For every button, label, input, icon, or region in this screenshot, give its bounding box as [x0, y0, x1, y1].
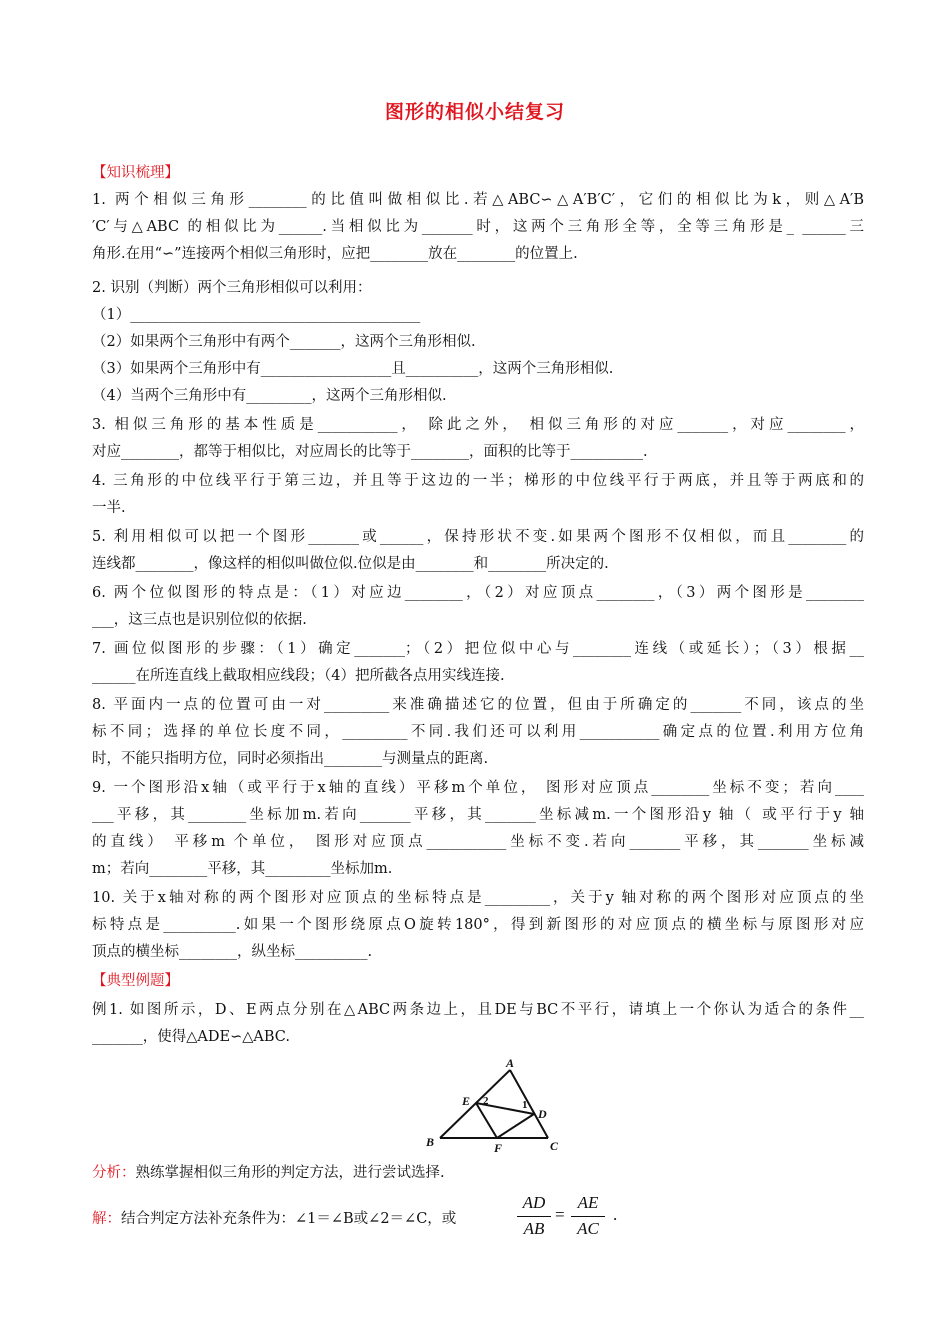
text-line: 例1. 如图所示，D、E两点分别在△ABC两条边上，且DE与BC不平行，请填上一个你认为适合的条件__ [92, 1002, 864, 1018]
analysis-label: 分析： [92, 1165, 136, 1181]
edge-ac [510, 1070, 548, 1138]
text-line: 4. 三角形的中位线平行于第三边，并且等于这边的一半；梯形的中位线平行于两底，并且等于两底和的 [92, 473, 864, 489]
analysis-text: 熟练掌握相似三角形的判定方法，进行尝试选择. [135, 1165, 445, 1181]
text-line: _______，使得△ADE∽△ABC. [92, 1029, 290, 1045]
fraction-bar [517, 1216, 551, 1217]
text-line: 标不同；选择的单位长度不同，_________不同.我们还可以利用___________确定点的位置.利用方位角 [92, 724, 864, 740]
text-line: ___，这三点也是识别位似的依据. [92, 612, 307, 628]
text-line: 9. 一个图形沿x轴（或平行于x轴的直线）平移m个单位， 图形对应顶点________坐标不变；若向____ [92, 780, 864, 796]
text-line: 顶点的横坐标________，纵坐标__________. [92, 944, 373, 960]
section-heading-knowledge: 【知识梳理】 [92, 165, 179, 181]
text-line: 1. 两个相似三角形________的比值叫做相似比.若△ABC∽△A′B′C′，它们的相似比为k，则△A′B [92, 192, 864, 208]
edge-ab [440, 1070, 510, 1138]
angle-label-1: 1 [522, 1099, 528, 1111]
text-line: 8. 平面内一点的位置可由一对_________来准确描述它的位置，但由于所确定的_______不同，该点的坐 [92, 697, 864, 713]
text-line: ______在所连直线上截取相应线段；（4）把所截各点用实线连接. [92, 668, 505, 684]
angle-label-2: 2 [483, 1095, 489, 1107]
text-line: 标特点是__________.如果一个图形绕原点O旋转180°，得到新图形的对应顶点的横坐标与原图形对应 [92, 917, 864, 933]
triangle-figure [420, 1058, 570, 1158]
label-f: F [494, 1141, 503, 1155]
text-line: （4）当两个三角形中有_________，这两个三角形相似. [92, 388, 447, 404]
segment-ef [476, 1103, 497, 1138]
fraction-denominator: AB [523, 1219, 545, 1238]
label-b: B [426, 1135, 435, 1149]
analysis-line [92, 1164, 864, 1182]
period: . [613, 1205, 618, 1224]
fraction-denominator: AC [577, 1219, 599, 1238]
fraction-numerator: AE [577, 1193, 599, 1212]
text-line: 对应________，都等于相似比，对应周长的比等于________，面积的比等于__________. [92, 444, 648, 460]
solution-line [92, 1210, 864, 1228]
label-e: E [462, 1094, 471, 1108]
text-line: 3. 相似三角形的基本性质是___________， 除此之外， 相似三角形的对应_______，对应________， [92, 417, 864, 433]
fraction-bar [571, 1216, 605, 1217]
text-line: 6. 两个位似图形的特点是：（1）对应边________，（2）对应顶点________，（3）两个图形是________ [92, 585, 864, 601]
equals-sign: = [555, 1205, 565, 1224]
text-line: 时，不能只指明方位，同时必须指出________与测量点的距离. [92, 751, 489, 767]
text-line: ___平移，其________坐标加m.若向_______平移，其_______坐标减m.一个图形沿y 轴（ 或平行于y 轴 [92, 807, 864, 823]
fraction-numerator: AD [522, 1193, 546, 1212]
text-line: 10. 关于x轴对称的两个图形对应顶点的坐标特点是_________，关于y 轴对称的两个图形对应顶点的坐 [92, 890, 864, 906]
section-heading-examples: 【典型例题】 [92, 973, 179, 989]
text-line: 连线都________，像这样的相似叫做位似.位似是由________和________所决定的. [92, 556, 609, 572]
solution-fraction-equation [513, 1193, 641, 1243]
text-line: （3）如果两个三角形中有__________________且__________，这两个三角形相似. [92, 361, 614, 377]
label-a: A [506, 1058, 515, 1070]
segment-fd [497, 1114, 534, 1138]
text-line: 7. 画位似图形的步骤：（1）确定_______；（2）把位似中心与________连线（或延长）；（3）根据__ [92, 641, 864, 657]
text-line: 角形.在用“∽”连接两个相似三角形时，应把________放在________的位置上. [92, 246, 578, 262]
page-title: 图形的相似小结复习 [384, 101, 565, 123]
text-line: （2）如果两个三角形中有两个_______，这两个三角形相似. [92, 334, 476, 350]
text-line: 5. 利用相似可以把一个图形_______或______，保持形状不变.如果两个图形不仅相似，而且________的 [92, 529, 864, 545]
text-line: m；若向________平移，其_________坐标加m. [92, 861, 393, 877]
text-line: （1）________________________________________ [92, 307, 421, 323]
label-d: D [538, 1107, 547, 1121]
text-line: 一半. [92, 500, 126, 516]
label-c: C [550, 1139, 559, 1153]
text-line: ′C′与△ABC 的相似比为______.当相似比为_______时，这两个三角形全等，全等三角形是_ ______三 [92, 219, 864, 235]
text-line: 2. 识别（判断）两个三角形相似可以利用： [92, 280, 372, 296]
solution-label: 解： [92, 1211, 121, 1227]
solution-text: 结合判定方法补充条件为：∠1＝∠B或∠2＝∠C，或 [121, 1211, 457, 1227]
text-line: 的直线） 平移m 个单位， 图形对应顶点___________坐标不变.若向_______平移，其_______坐标减 [92, 834, 864, 850]
